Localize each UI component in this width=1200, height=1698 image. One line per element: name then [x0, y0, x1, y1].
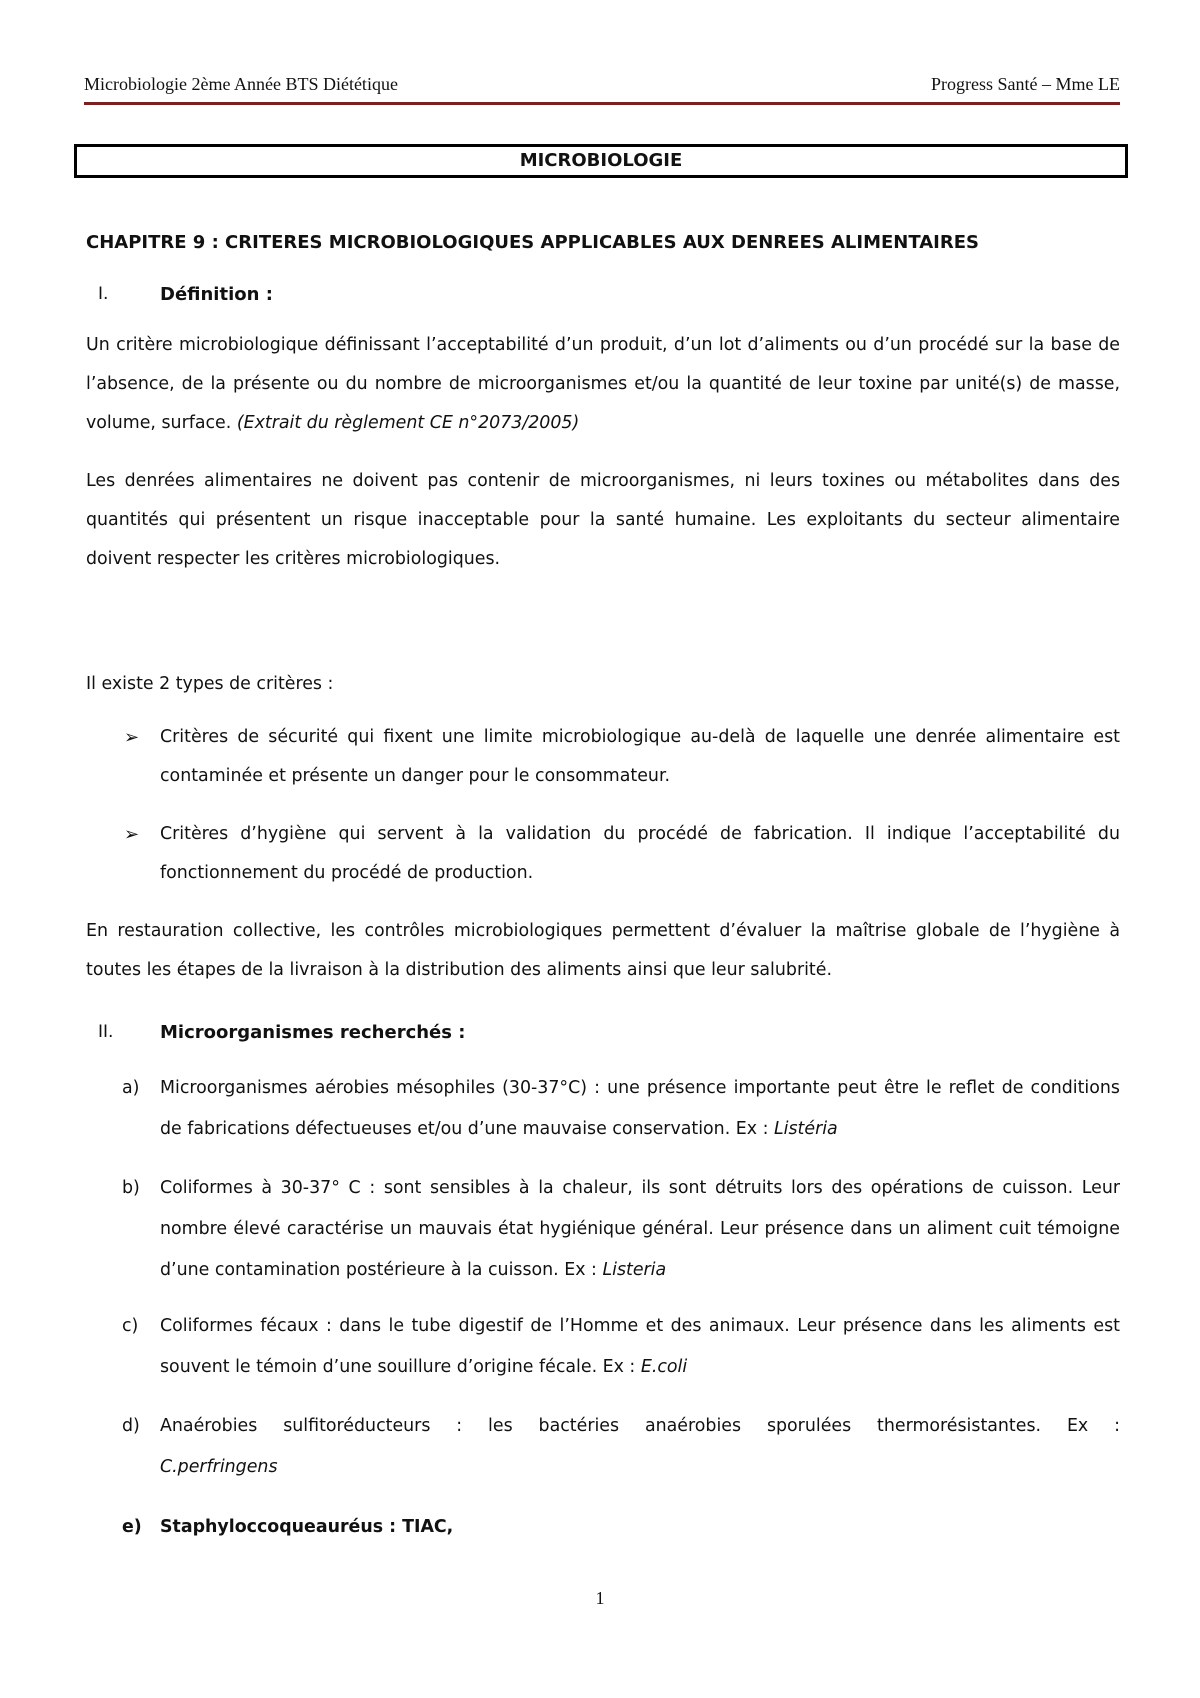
list-item-text: Coliformes à 30-37° C : sont sensibles à la chaleur, ils sont détruits lors des opérations de cuisson. Leur nombre élevé caractérise un mauvais état hygiénique général. Leur présence dans un aliment cuit témoigne d’une contamination postérieure à la cuisson. Ex : Listeria — [160, 1178, 1120, 1280]
list-marker: e) — [122, 1517, 142, 1537]
document-title: MICROBIOLOGIE — [74, 144, 1128, 178]
section-title: Microorganismes recherchés : — [160, 1022, 466, 1043]
header-author: Progress Santé – Mme LE — [931, 74, 1120, 94]
arrow-bullet-icon: ➢ — [124, 727, 140, 748]
definition-citation: (Extrait du règlement CE n°2073/2005) — [236, 413, 580, 433]
arrow-bullet-icon: ➢ — [124, 824, 140, 845]
section-title: Définition : — [160, 284, 273, 305]
bullet-text: Critères d’hygiène qui servent à la validation du procédé de fabrication. Il indique l’acceptabilité du fonctionnement du procédé de production. — [160, 824, 1120, 883]
example-organism: Listeria — [602, 1260, 667, 1280]
definition-paragraph — [86, 326, 1120, 443]
definition-text: Un critère microbiologique définissant l’acceptabilité d’un produit, d’un lot d’aliments ou d’un procédé sur la base de l’absence, de la présente ou du nombre de microorganismes et/ou la quantité de leur toxine par unité(s) de masse, volume, surface. — [86, 335, 1120, 433]
list-marker: d) — [122, 1416, 140, 1436]
chapter-heading: CHAPITRE 9 : CRITERES MICROBIOLOGIQUES APPLICABLES AUX DENREES ALIMENTAIRES — [86, 232, 979, 253]
list-marker: a) — [122, 1078, 140, 1098]
section-number: I. — [98, 284, 109, 304]
list-marker: b) — [122, 1178, 140, 1198]
list-marker: c) — [122, 1316, 139, 1336]
types-intro: Il existe 2 types de critères : — [86, 674, 334, 694]
page-number: 1 — [595, 1588, 605, 1608]
example-organism: E.coli — [640, 1357, 688, 1377]
regulation-paragraph: Les denrées alimentaires ne doivent pas contenir de microorganismes, ni leurs toxines ou métabolites dans des quantités qui présentent un risque inacceptable pour la santé humaine. Les exploitants du secteur alimentaire doivent respecter les critères microbiologiques. — [86, 471, 1120, 569]
example-organism: C.perfringens — [160, 1457, 278, 1477]
page-header — [84, 74, 1120, 105]
collective-catering-paragraph: En restauration collective, les contrôles microbiologiques permettent d’évaluer la maîtrise globale de l’hygiène à toutes les étapes de la livraison à la distribution des aliments ainsi que leur salubrité. — [86, 921, 1120, 980]
bullet-text: Critères de sécurité qui fixent une limite microbiologique au-delà de laquelle une denrée alimentaire est contaminée et présente un danger pour le consommateur. — [160, 727, 1120, 786]
list-item-text: Staphyloccoqueauréus : TIAC, — [160, 1517, 454, 1537]
list-item-text: Coliformes fécaux : dans le tube digestif de l’Homme et des animaux. Leur présence dans les aliments est souvent le témoin d’une souillure d’origine fécale. Ex : E.coli — [160, 1316, 1120, 1377]
example-organism: Listéria — [773, 1119, 838, 1139]
list-item-text-continued — [160, 1447, 1120, 1488]
header-course-title: Microbiologie 2ème Année BTS Diététique — [84, 74, 398, 94]
section-number: II. — [98, 1022, 114, 1042]
list-item-text: Anaérobies sulfitoréducteurs : les bactéries anaérobies sporulées thermorésistantes. Ex : — [160, 1416, 1120, 1436]
list-item-text: Microorganismes aérobies mésophiles (30-37°C) : une présence importante peut être le reflet de conditions de fabrications défectueuses et/ou d’une mauvaise conservation. Ex : Listéria — [160, 1078, 1120, 1139]
